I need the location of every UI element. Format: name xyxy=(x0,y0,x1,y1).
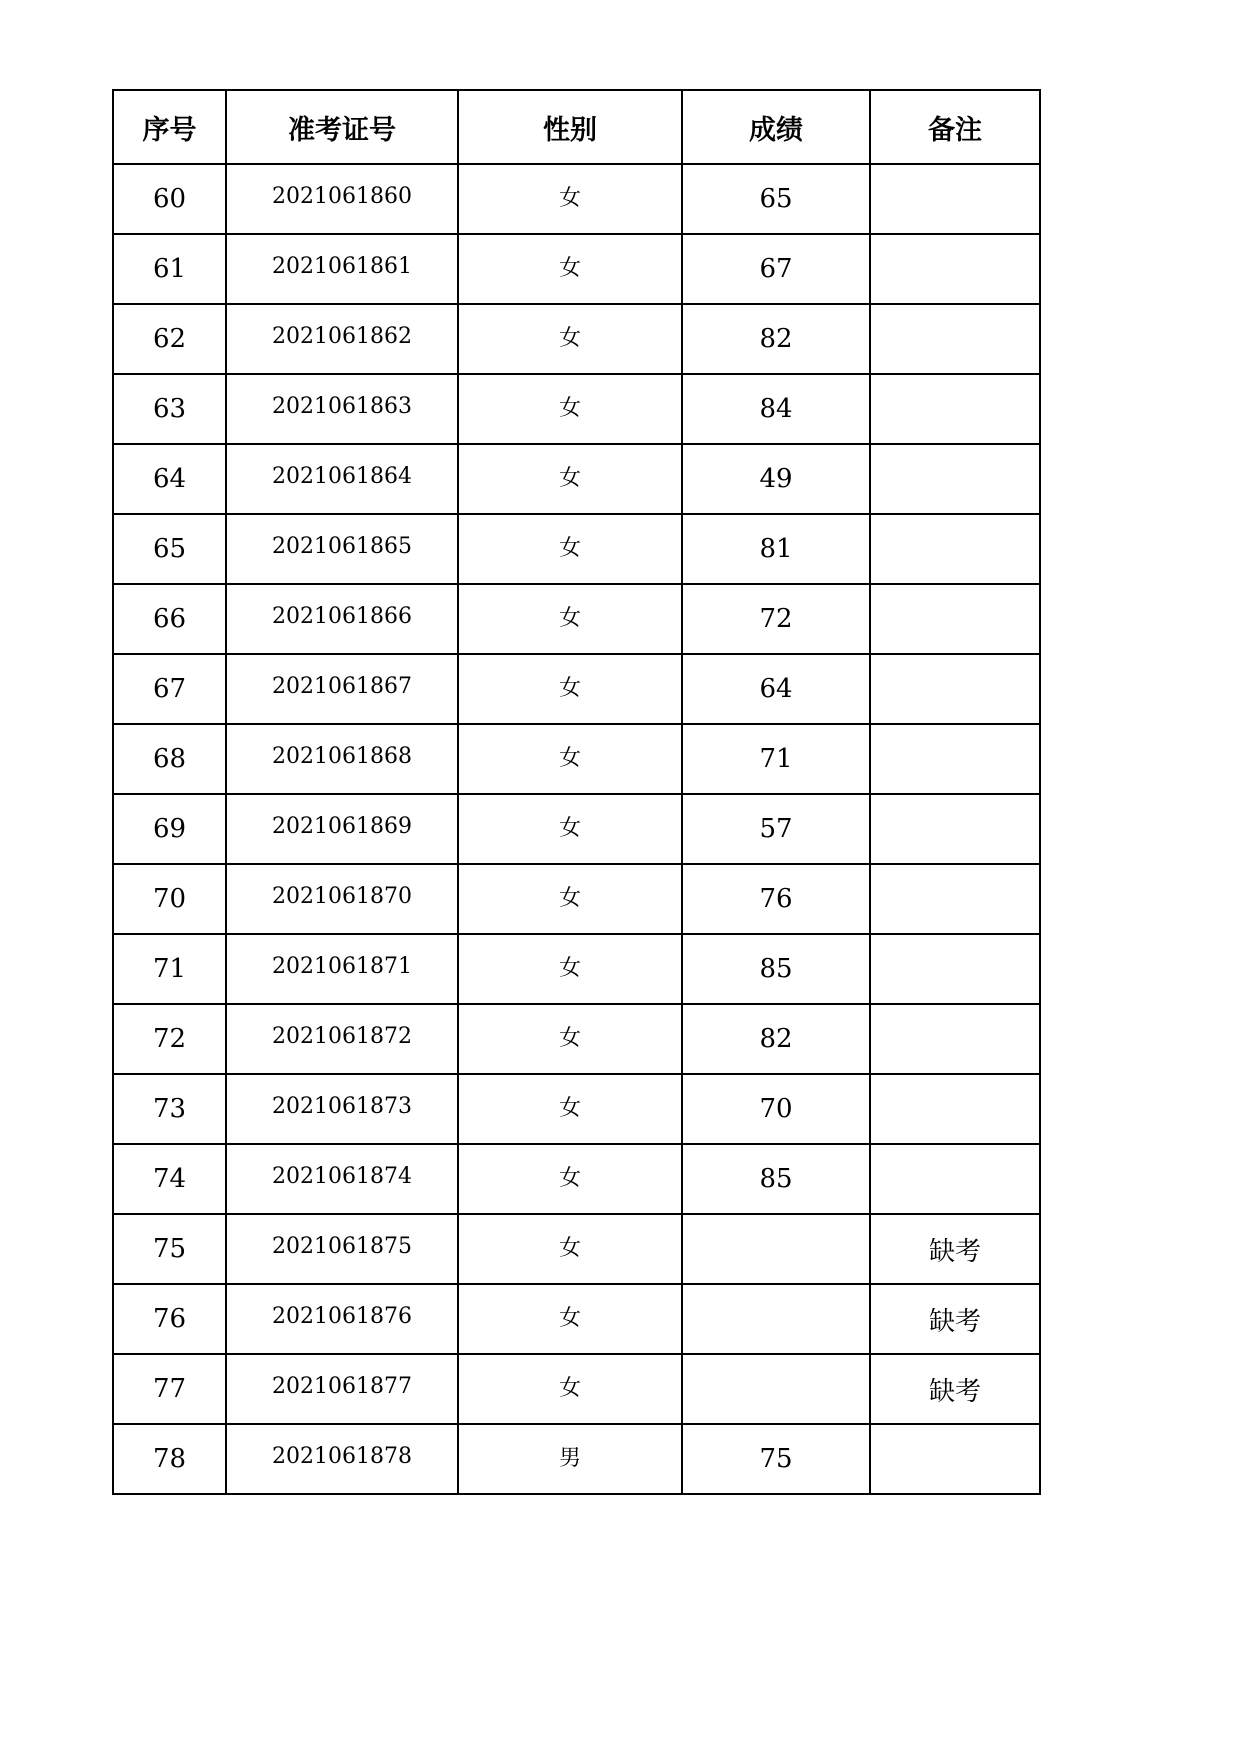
cell-seq: 62 xyxy=(113,304,226,374)
cell-gender-text: 女 xyxy=(558,955,581,981)
cell-gender xyxy=(458,794,682,864)
header-gender: 性别 xyxy=(458,90,682,164)
cell-gender-text: 女 xyxy=(558,255,581,281)
cell-score: 82 xyxy=(682,304,870,374)
cell-note xyxy=(870,304,1040,374)
cell-gender xyxy=(458,514,682,584)
cell-gender xyxy=(458,1144,682,1214)
cell-gender xyxy=(458,444,682,514)
cell-exam-id xyxy=(226,444,458,514)
table-row xyxy=(113,724,1040,794)
cell-note xyxy=(870,864,1040,934)
cell-exam-id xyxy=(226,794,458,864)
cell-exam-id xyxy=(226,584,458,654)
cell-score: 84 xyxy=(682,374,870,444)
cell-gender xyxy=(458,724,682,794)
cell-exam-id-text: 2021061865 xyxy=(272,533,412,559)
cell-gender-text: 男 xyxy=(558,1445,581,1471)
table-row xyxy=(113,584,1040,654)
cell-gender xyxy=(458,1074,682,1144)
cell-score xyxy=(682,1354,870,1424)
cell-score: 71 xyxy=(682,724,870,794)
cell-score: 81 xyxy=(682,514,870,584)
header-note: 备注 xyxy=(870,90,1040,164)
cell-score: 72 xyxy=(682,584,870,654)
cell-gender-text: 女 xyxy=(558,535,581,561)
cell-seq: 71 xyxy=(113,934,226,1004)
cell-seq: 68 xyxy=(113,724,226,794)
cell-seq: 70 xyxy=(113,864,226,934)
cell-gender-text: 女 xyxy=(558,675,581,701)
table-row xyxy=(113,1284,1040,1354)
cell-exam-id-text: 2021061878 xyxy=(272,1443,412,1469)
cell-note xyxy=(870,444,1040,514)
cell-exam-id-text: 2021061866 xyxy=(272,603,412,629)
cell-exam-id xyxy=(226,1144,458,1214)
cell-note: 缺考 xyxy=(870,1284,1040,1354)
table-row xyxy=(113,1144,1040,1214)
cell-exam-id xyxy=(226,1214,458,1284)
cell-seq: 72 xyxy=(113,1004,226,1074)
cell-note xyxy=(870,1144,1040,1214)
table-body xyxy=(113,164,1040,1494)
cell-gender xyxy=(458,1424,682,1494)
table-row xyxy=(113,1424,1040,1494)
cell-exam-id-text: 2021061868 xyxy=(272,743,412,769)
cell-gender-text: 女 xyxy=(558,1165,581,1191)
cell-gender-text: 女 xyxy=(558,465,581,491)
cell-note: 缺考 xyxy=(870,1354,1040,1424)
cell-exam-id xyxy=(226,514,458,584)
cell-exam-id xyxy=(226,234,458,304)
cell-gender-text: 女 xyxy=(558,395,581,421)
header-row xyxy=(113,90,1040,164)
table-row xyxy=(113,514,1040,584)
cell-seq: 66 xyxy=(113,584,226,654)
table-row xyxy=(113,654,1040,724)
cell-gender xyxy=(458,1354,682,1424)
cell-gender xyxy=(458,374,682,444)
cell-seq: 61 xyxy=(113,234,226,304)
cell-gender xyxy=(458,304,682,374)
cell-seq: 67 xyxy=(113,654,226,724)
cell-seq: 60 xyxy=(113,164,226,234)
cell-gender xyxy=(458,1284,682,1354)
cell-exam-id-text: 2021061863 xyxy=(272,393,412,419)
cell-seq: 63 xyxy=(113,374,226,444)
cell-gender xyxy=(458,654,682,724)
cell-exam-id xyxy=(226,1354,458,1424)
cell-score: 82 xyxy=(682,1004,870,1074)
cell-score: 85 xyxy=(682,934,870,1004)
cell-exam-id-text: 2021061873 xyxy=(272,1093,412,1119)
cell-gender xyxy=(458,584,682,654)
cell-seq: 64 xyxy=(113,444,226,514)
cell-gender-text: 女 xyxy=(558,325,581,351)
cell-score: 67 xyxy=(682,234,870,304)
cell-note xyxy=(870,164,1040,234)
cell-gender-text: 女 xyxy=(558,1025,581,1051)
cell-exam-id xyxy=(226,164,458,234)
table-row xyxy=(113,1004,1040,1074)
cell-exam-id-text: 2021061861 xyxy=(272,253,412,279)
cell-gender-text: 女 xyxy=(558,1375,581,1401)
table-row xyxy=(113,164,1040,234)
cell-exam-id-text: 2021061869 xyxy=(272,813,412,839)
cell-seq: 74 xyxy=(113,1144,226,1214)
table-row xyxy=(113,934,1040,1004)
cell-gender-text: 女 xyxy=(558,1235,581,1261)
cell-gender-text: 女 xyxy=(558,605,581,631)
cell-exam-id xyxy=(226,304,458,374)
cell-gender xyxy=(458,864,682,934)
cell-score: 65 xyxy=(682,164,870,234)
cell-seq: 75 xyxy=(113,1214,226,1284)
table-row xyxy=(113,234,1040,304)
cell-note xyxy=(870,934,1040,1004)
cell-exam-id xyxy=(226,934,458,1004)
cell-note xyxy=(870,654,1040,724)
cell-gender xyxy=(458,164,682,234)
header-exam-id: 准考证号 xyxy=(226,90,458,164)
cell-seq: 77 xyxy=(113,1354,226,1424)
cell-note xyxy=(870,1424,1040,1494)
table-row xyxy=(113,374,1040,444)
score-table xyxy=(112,89,1041,1495)
cell-score: 57 xyxy=(682,794,870,864)
cell-seq: 78 xyxy=(113,1424,226,1494)
header-score: 成绩 xyxy=(682,90,870,164)
cell-score: 70 xyxy=(682,1074,870,1144)
cell-exam-id xyxy=(226,654,458,724)
cell-exam-id-text: 2021061860 xyxy=(272,183,412,209)
cell-score: 75 xyxy=(682,1424,870,1494)
cell-note xyxy=(870,514,1040,584)
cell-exam-id-text: 2021061871 xyxy=(272,953,412,979)
cell-gender xyxy=(458,1004,682,1074)
cell-note xyxy=(870,794,1040,864)
cell-exam-id-text: 2021061877 xyxy=(272,1373,412,1399)
cell-gender xyxy=(458,1214,682,1284)
cell-seq: 69 xyxy=(113,794,226,864)
cell-note xyxy=(870,584,1040,654)
cell-gender-text: 女 xyxy=(558,815,581,841)
cell-note: 缺考 xyxy=(870,1214,1040,1284)
cell-exam-id-text: 2021061872 xyxy=(272,1023,412,1049)
cell-seq: 73 xyxy=(113,1074,226,1144)
cell-seq: 76 xyxy=(113,1284,226,1354)
table-row xyxy=(113,1074,1040,1144)
cell-note xyxy=(870,1074,1040,1144)
cell-exam-id-text: 2021061864 xyxy=(272,463,412,489)
cell-score: 85 xyxy=(682,1144,870,1214)
cell-gender-text: 女 xyxy=(558,885,581,911)
table-row xyxy=(113,1354,1040,1424)
cell-exam-id xyxy=(226,724,458,794)
cell-note xyxy=(870,234,1040,304)
cell-exam-id-text: 2021061870 xyxy=(272,883,412,909)
cell-seq: 65 xyxy=(113,514,226,584)
cell-exam-id xyxy=(226,374,458,444)
cell-exam-id xyxy=(226,1284,458,1354)
cell-score xyxy=(682,1214,870,1284)
cell-score: 64 xyxy=(682,654,870,724)
cell-exam-id xyxy=(226,1424,458,1494)
cell-exam-id-text: 2021061874 xyxy=(272,1163,412,1189)
table-row xyxy=(113,304,1040,374)
cell-gender-text: 女 xyxy=(558,1095,581,1121)
cell-exam-id-text: 2021061875 xyxy=(272,1233,412,1259)
cell-exam-id-text: 2021061862 xyxy=(272,323,412,349)
cell-gender-text: 女 xyxy=(558,185,581,211)
cell-gender-text: 女 xyxy=(558,745,581,771)
cell-gender xyxy=(458,934,682,1004)
cell-gender xyxy=(458,234,682,304)
cell-gender-text: 女 xyxy=(558,1305,581,1331)
cell-score: 49 xyxy=(682,444,870,514)
cell-exam-id-text: 2021061876 xyxy=(272,1303,412,1329)
cell-exam-id xyxy=(226,1074,458,1144)
cell-note xyxy=(870,374,1040,444)
cell-exam-id-text: 2021061867 xyxy=(272,673,412,699)
table-row xyxy=(113,794,1040,864)
cell-exam-id xyxy=(226,1004,458,1074)
table-row xyxy=(113,1214,1040,1284)
cell-note xyxy=(870,1004,1040,1074)
cell-note xyxy=(870,724,1040,794)
table-row xyxy=(113,864,1040,934)
table-row xyxy=(113,444,1040,514)
cell-exam-id xyxy=(226,864,458,934)
header-seq: 序号 xyxy=(113,90,226,164)
cell-score xyxy=(682,1284,870,1354)
cell-score: 76 xyxy=(682,864,870,934)
